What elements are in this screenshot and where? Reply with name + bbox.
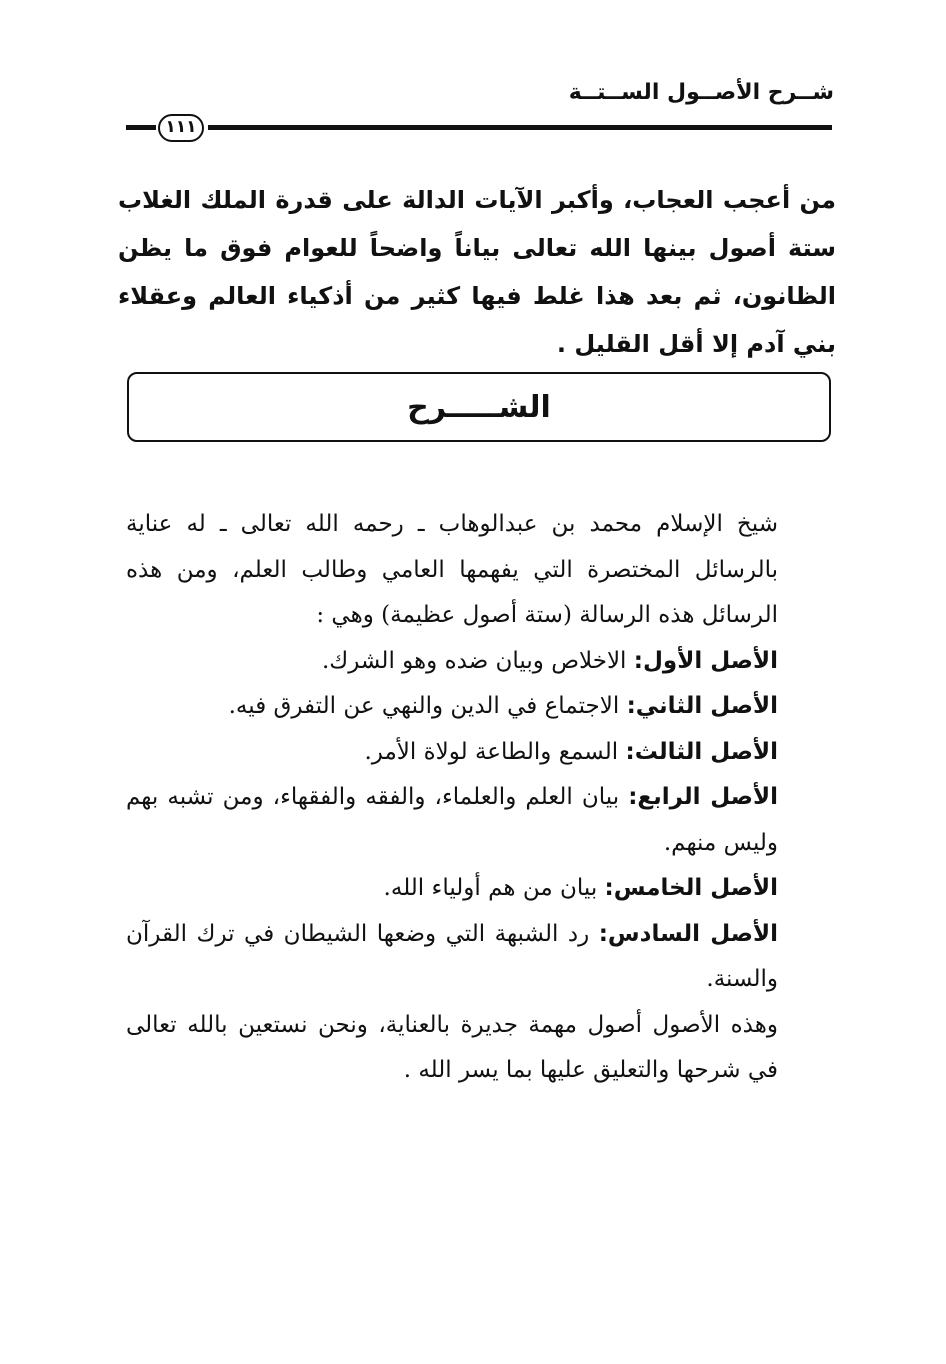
principle-2 xyxy=(126,684,778,730)
header-rule-right xyxy=(208,125,832,130)
principle-2-text: الاجتماع في الدين والنهي عن التفرق فيه. xyxy=(228,693,627,719)
section-title: الشـــــرح xyxy=(407,389,551,425)
principle-3 xyxy=(126,730,778,776)
section-heading-box xyxy=(127,372,831,442)
page-number: ١١١ xyxy=(158,114,204,142)
header-rule-left xyxy=(126,125,156,130)
commentary-block xyxy=(126,502,778,1094)
principle-6 xyxy=(126,912,778,1003)
commentary-closing: وهذه الأصول أصول مهمة جديرة بالعناية، ونحن نستعين بالله تعالى في شرحها والتعليق عليها بما يسر الله . xyxy=(126,1011,778,1083)
principle-3-label: الأصل الثالث: xyxy=(625,738,778,765)
principle-4-text: بيان العلم والعلماء، والفقه والفقهاء، ومن تشبه بهم وليس منهم. xyxy=(126,784,778,856)
principle-1 xyxy=(126,639,778,685)
principle-5-text: بيان من هم أولياء الله. xyxy=(383,875,605,901)
principle-1-label: الأصل الأول: xyxy=(633,647,778,674)
principle-6-label: الأصل السادس: xyxy=(598,920,778,947)
principle-5 xyxy=(126,866,778,912)
principle-5-label: الأصل الخامس: xyxy=(604,875,778,901)
principle-4-label: الأصل الرابع: xyxy=(628,784,778,810)
running-title: شــرح الأصــول الســتــة xyxy=(568,80,834,105)
matn-text-block xyxy=(118,176,836,368)
principle-1-text: الاخلاص وبيان ضده وهو الشرك. xyxy=(321,647,634,674)
principle-3-text: السمع والطاعة لولاة الأمر. xyxy=(364,738,626,765)
matn-paragraph: من أعجب العجاب، وأكبر الآيات الدالة على قدرة الملك الغلاب ستة أصول بينها الله تعالى بياناً واضحاً للعوام فوق ما يظن الظانون، ثم بعد هذا غلط فيها كثير من أذكياء العالم وعقلاء بني آدم إلا أقل القليل . xyxy=(118,186,836,358)
commentary-intro: شيخ الإسلام محمد بن عبدالوهاب ـ رحمه الله تعالى ـ له عناية بالرسائل المختصرة التي يفهمها العامي وطالب العلم، ومن هذه الرسائل هذه الرسالة (ستة أصول عظيمة) وهي : xyxy=(126,511,778,628)
principle-2-label: الأصل الثاني: xyxy=(626,693,778,719)
principle-6-text: رد الشبهة التي وضعها الشيطان في ترك القرآن والسنة. xyxy=(126,920,778,992)
principle-4 xyxy=(126,775,778,866)
